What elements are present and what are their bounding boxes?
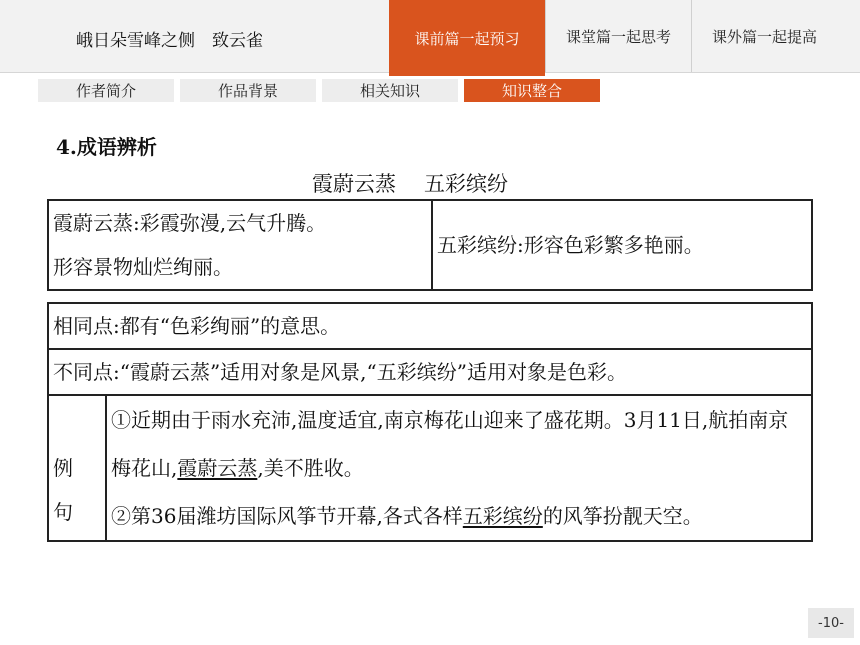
example-label-cell xyxy=(48,395,106,541)
idiom-1: 霞蔚云蒸 xyxy=(312,172,396,196)
example-2-tail: 的风筝扮靓天空。 xyxy=(542,504,703,528)
example-label-char-1: 例 xyxy=(53,456,73,480)
idiom-pair-title xyxy=(312,168,508,198)
same-point-cell: 相同点:都有“色彩绚丽”的意思。 xyxy=(48,303,812,349)
example-1-text: ①近期由于雨水充沛,温度适宜,南京梅花山迎来了盛花期。3月11日,航拍南京梅花山, xyxy=(111,408,789,480)
example-2-text: ②第36届潍坊国际风筝节开幕,各式各样 xyxy=(111,504,463,528)
different-point-cell: 不同点:“霞蔚云蒸”适用对象是风景,“五彩缤纷”适用对象是色彩。 xyxy=(48,349,812,395)
definition-left-cell xyxy=(48,200,432,290)
section-number: 4 xyxy=(56,135,70,159)
definition-table xyxy=(47,199,813,291)
example-label-char-2: 句 xyxy=(53,500,73,524)
tab-extracurricular[interactable]: 课外篇一起提高 xyxy=(691,0,837,72)
example-sentence-2 xyxy=(111,492,807,540)
page-number: -10- xyxy=(808,608,854,638)
example-sentences-cell xyxy=(106,395,812,541)
definition-left-line1: 霞蔚云蒸:彩霞弥漫,云气升腾。 xyxy=(53,211,327,235)
example-1-term: 霞蔚云蒸 xyxy=(177,456,258,480)
subtab-author-intro[interactable]: 作者简介 xyxy=(38,79,174,102)
example-sentence-1 xyxy=(111,396,807,492)
tab-classroom[interactable]: 课堂篇一起思考 xyxy=(545,0,691,72)
section-heading xyxy=(56,131,157,160)
subtab-work-background[interactable]: 作品背景 xyxy=(180,79,316,102)
section-heading-text: .成语辨析 xyxy=(69,135,157,159)
subtab-knowledge-integration[interactable]: 知识整合 xyxy=(464,79,600,102)
example-2-term: 五彩缤纷 xyxy=(462,504,543,528)
subtab-related-knowledge[interactable]: 相关知识 xyxy=(322,79,458,102)
example-1-tail: ,美不胜收。 xyxy=(257,456,364,480)
comparison-table xyxy=(47,302,813,542)
tab-preview[interactable]: 课前篇一起预习 xyxy=(389,0,545,76)
definition-right-cell: 五彩缤纷:形容色彩繁多艳丽。 xyxy=(432,200,812,290)
lesson-title: 峨日朵雪峰之侧 致云雀 xyxy=(76,31,263,51)
top-header xyxy=(0,0,860,73)
definition-left-line2: 形容景物灿烂绚丽。 xyxy=(53,255,233,279)
idiom-2: 五彩缤纷 xyxy=(424,172,508,196)
